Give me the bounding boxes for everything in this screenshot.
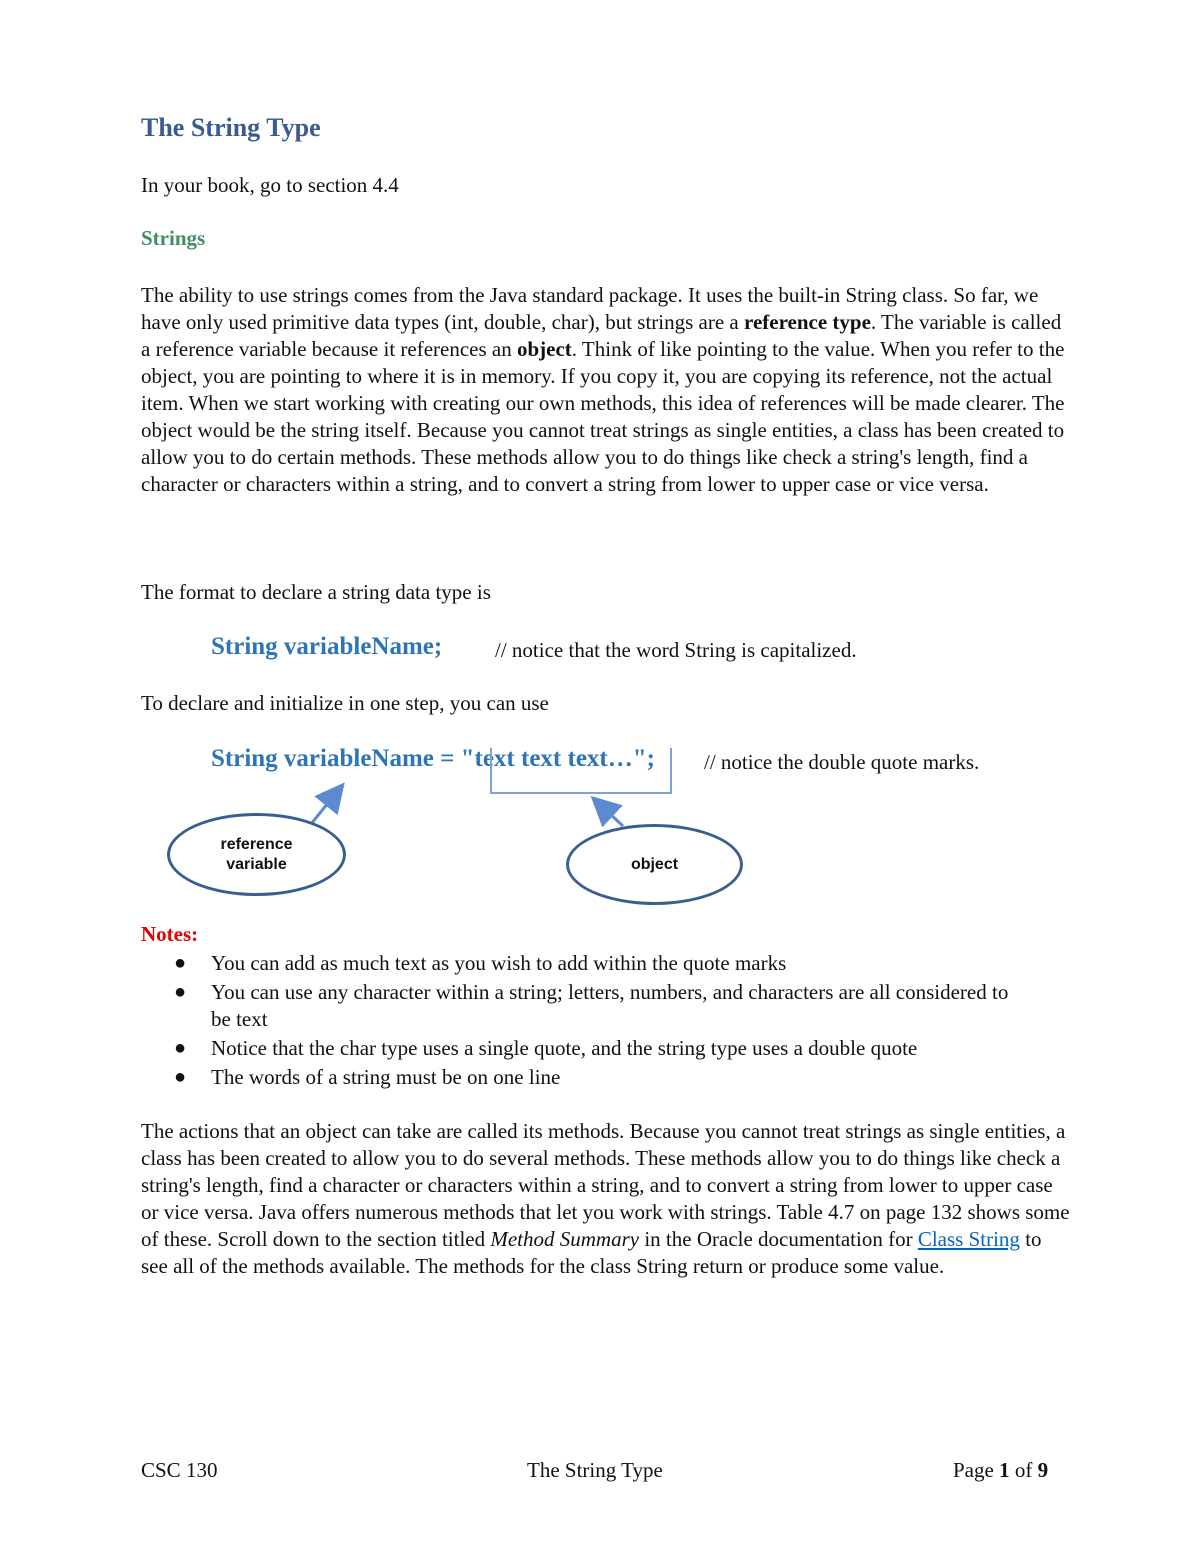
paragraph-4-text-c: to see all of the methods available. The methods for the class String return or produce some value.: [141, 1227, 1042, 1278]
reference-arrow: [311, 787, 341, 824]
bullet-icon: ●: [174, 952, 187, 974]
list-item-text: The words of a string must be on one line: [211, 1065, 561, 1089]
footer-page-total: 9: [1037, 1458, 1049, 1482]
intro-text: In your book, go to section 4.4: [141, 173, 399, 197]
footer-page-number: [953, 1458, 1048, 1483]
code-declaration: String variableName;: [211, 633, 443, 660]
footer-page-prefix: Page: [953, 1458, 1000, 1482]
footer-page-of: of: [1009, 1458, 1038, 1482]
object-arrow: [595, 800, 623, 826]
list-item-text: You can use any character within a string; letters, numbers, and characters are all considered to be text: [211, 980, 1009, 1031]
footer-title: The String Type: [527, 1458, 663, 1482]
bullet-icon: ●: [174, 981, 187, 1003]
paragraph-4: [141, 1118, 1071, 1280]
object-ellipse: [566, 824, 743, 905]
list-item: [170, 1064, 1030, 1091]
list-item-text: You can add as much text as you wish to add within the quote marks: [211, 951, 787, 975]
notes-heading: Notes:: [141, 922, 199, 946]
code-initialization-comment: // notice the double quote marks.: [704, 750, 980, 774]
section-heading: Strings: [141, 226, 206, 250]
reference-variable-ellipse: [167, 813, 346, 896]
page-title: The String Type: [141, 113, 321, 142]
reference-variable-label: reference variable: [220, 835, 293, 873]
object-label: object: [630, 855, 679, 873]
code-initialization: String variableName = "text text text…";: [211, 745, 655, 772]
paragraph-2: The format to declare a string data type is: [141, 580, 491, 604]
list-item-text: Notice that the char type uses a single quote, and the string type uses a double quote: [211, 1036, 918, 1060]
footer-page-current: 1: [999, 1458, 1010, 1482]
paragraph-4-text-a: The actions that an object can take are called its methods. Because you cannot treat strings as single entities, a class has been created to allow you to do several methods. These methods allow you to do things like check a string's length, find a character or characters within a string, and to convert a string from lower to upper case or vice versa. Java offers numerous methods that let you work with strings. Table 4.7 on page 132 shows some of these. Scroll down to the section titled: [141, 1119, 1070, 1251]
code-declaration-comment: // notice that the word String is capitalized.: [495, 638, 857, 662]
bullet-icon: ●: [174, 1066, 187, 1088]
object-bracket: [491, 748, 671, 793]
paragraph-4-italic: Method Summary: [490, 1227, 640, 1251]
paragraph-1-text-a: The ability to use strings comes from the Java standard package. It uses the built-in String class. So far, we have only used primitive data types (int, double, char), but strings are a: [141, 283, 1039, 334]
paragraph-1-bold-object: object: [516, 337, 572, 361]
paragraph-1-text-c: . Think of like pointing to the value. When you refer to the object, you are pointing to where it is in memory. If you copy it, you are copying its reference, not the actual item. When we start working with creating our own methods, this idea of references will be made clearer. The object would be the string itself. Because you cannot treat strings as single entities, a class has been created to allow you to do certain methods. These methods allow you to do things like check a string's length, find a character or characters within a string, and to convert a string from lower to upper case or vice versa.: [141, 337, 1065, 496]
bullet-icon: ●: [174, 1037, 187, 1059]
footer-course: CSC 130: [141, 1458, 218, 1482]
list-item: [170, 950, 1030, 977]
list-item: [170, 1035, 1030, 1062]
paragraph-3: To declare and initialize in one step, you can use: [141, 691, 549, 715]
paragraph-1-bold-reference-type: reference type: [744, 310, 871, 334]
paragraph-1-text-b: . The variable is called a reference variable because it references an: [141, 310, 1062, 361]
notes-list: [170, 950, 1030, 1093]
paragraph-4-text-b: in the Oracle documentation for: [639, 1227, 918, 1251]
class-string-link[interactable]: Class String: [917, 1227, 1020, 1251]
list-item: [170, 979, 1030, 1033]
